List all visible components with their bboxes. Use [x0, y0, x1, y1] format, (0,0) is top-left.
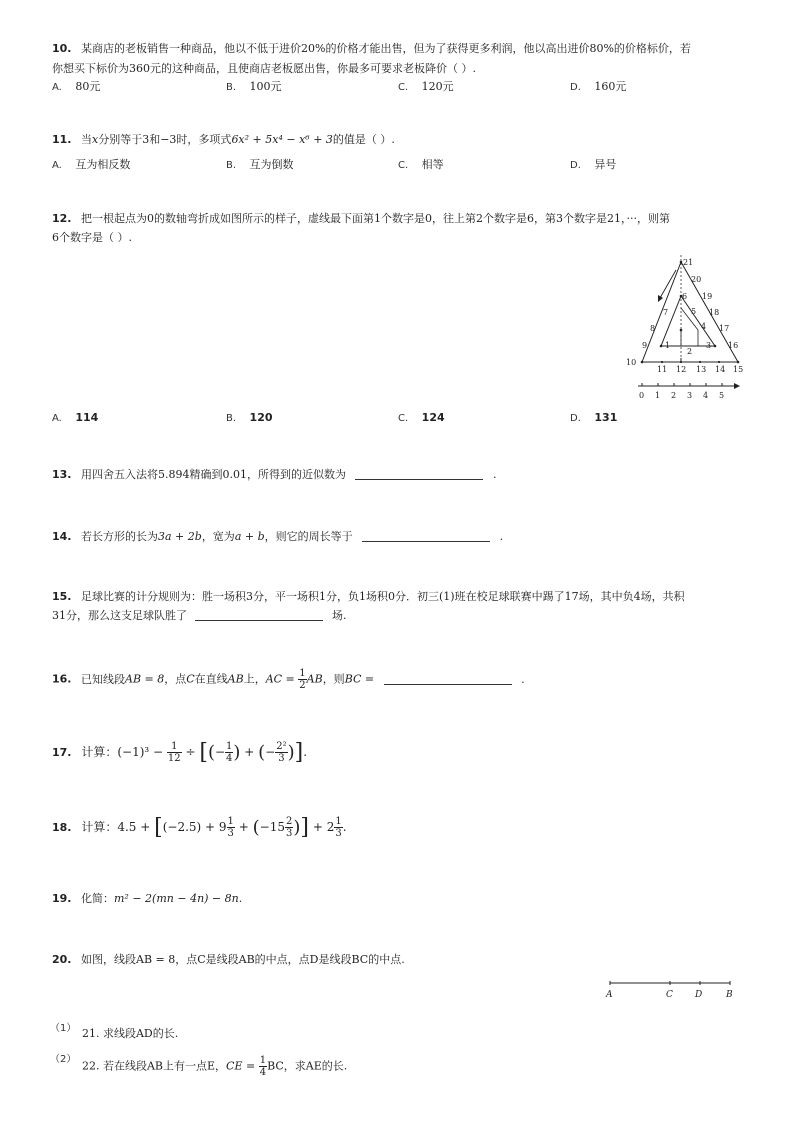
fig-label-11: 11: [657, 365, 668, 374]
fig-label-8: 8: [650, 324, 656, 333]
fig-label-12: 12: [676, 365, 687, 374]
q16-stem: 16. 已知线段AB = 8，点C在直线AB上，AC = $\frac{1}{2}$ AB，则BC = .: [52, 668, 525, 691]
q10-option-c[interactable]: C. 120元: [398, 80, 454, 93]
q12-option-d[interactable]: D. 131: [570, 411, 618, 424]
q18-stem: 18. 计算：4.5 + [(−2.5) + 9 $\frac{1}{3}$ + (−15 $\frac{2}{3}$ )] + 2 $\frac{1}{3}$ .: [52, 815, 347, 840]
fig-label-16: 16: [728, 341, 739, 350]
q16-fraction: $\frac{1}{2}$: [299, 668, 306, 691]
q17-stem: 17. 计算：(−1)³ − $\frac{1}{12}$ ÷ [(− $\frac{1}{4}$ ) + (− $\frac{\text{2²}}{3}$ )].: [52, 740, 308, 765]
q15-line1: 15. 足球比赛的计分规则为：胜一场积3分，平一场积1分，负1场积0分．初三(1)班在校足球联赛中踢了17场，其中负4场，共积: [52, 590, 685, 603]
q11-option-c[interactable]: C. 相等: [398, 158, 444, 171]
q10-text-1: 某商店的老板销售一种商品，他以不低于进价20%的价格才能出售，但为了获得更多利润，他以高出进价80%的价格标价，若: [81, 42, 691, 55]
q11-polynomial: 6x² + 5x⁴ − x⁶ + 3: [231, 133, 333, 146]
q14-stem: 14. 若长方形的长为3a + 2b，宽为a + b，则它的周长等于 .: [52, 530, 504, 543]
folded-number-line-figure: [620, 250, 750, 405]
q11-option-d[interactable]: D. 异号: [570, 158, 617, 171]
q20-stem: 20. 如图，线段AB = 8，点C是线段AB的中点，点D是线段BC的中点.: [52, 953, 405, 966]
fig-label-19: 19: [702, 292, 713, 301]
q15-answer-blank[interactable]: [195, 608, 323, 621]
point-d-label: D: [695, 990, 703, 1000]
fig-label-20: 20: [691, 275, 702, 284]
q11-stem: 11. 当x分别等于3和−3时，多项式6x² + 5x⁴ − x⁶ + 3的值是（ ）.: [52, 133, 395, 146]
fig-label-15: 15: [733, 365, 744, 374]
q12-option-b[interactable]: B. 120: [226, 411, 273, 424]
point-b-label: B: [726, 990, 733, 1000]
fig-label-1: 1: [665, 341, 671, 350]
q20-sub1: 21. 求线段AD的长.: [82, 1027, 179, 1040]
q13-stem: 13. 用四舍五入法将5.894精确到0.01，所得到的近似数为 .: [52, 468, 497, 481]
q10-option-d[interactable]: D. 160元: [570, 80, 627, 93]
fig-label-17: 17: [719, 324, 730, 333]
q13-answer-blank[interactable]: [355, 467, 483, 480]
q12-option-c[interactable]: C. 124: [398, 411, 445, 424]
segment-ab-figure: [600, 978, 740, 1002]
fig-label-18: 18: [709, 308, 720, 317]
q11-option-a[interactable]: A. 互为相反数: [52, 158, 131, 171]
fig-label-3: 3: [706, 341, 712, 350]
fig-label-6: 6: [682, 292, 688, 301]
fig-label-21: 21: [683, 258, 694, 267]
fig-label-4: 4: [701, 322, 707, 331]
q10-line2: 你想买下标价为360元的这种商品，且使商店老板愿出售，你最多可要求老板降价（ ）.: [52, 62, 476, 75]
q11-option-b[interactable]: B. 互为倒数: [226, 158, 294, 171]
fig-label-9: 9: [642, 341, 648, 350]
axis-tick-0: 0: [639, 391, 645, 400]
q12-line1: 12. 把一根起点为0的数轴弯折成如图所示的样子，虚线最下面第1个数字是0，往上第2个数字是6，第3个数字是21，···，则第: [52, 212, 670, 225]
fig-label-5: 5: [691, 307, 697, 316]
point-a-label: A: [606, 990, 613, 1000]
q12-line2: 6个数字是（ ）.: [52, 231, 132, 244]
axis-tick-2: 2: [671, 391, 677, 400]
axis-tick-5: 5: [719, 391, 725, 400]
q19-stem: 19. 化简：m² − 2(mn − 4n) − 8n.: [52, 892, 243, 905]
fig-label-10: 10: [626, 358, 637, 367]
q20-sub1-marker: （1）: [50, 1023, 77, 1034]
q10-line1: [52, 40, 691, 56]
fig-label-13: 13: [696, 365, 707, 374]
q16-answer-blank[interactable]: [384, 672, 512, 685]
q10-option-b[interactable]: B. 100元: [226, 80, 282, 93]
fig-label-2: 2: [687, 347, 693, 356]
q15-line2: 31分，那么这支足球队胜了 场.: [52, 609, 347, 622]
axis-tick-1: 1: [655, 391, 661, 400]
q20-sub2: 22. 若在线段AB上有一点E，CE = $\frac{1}{4}$ BC，求AE的长.: [82, 1055, 348, 1078]
q10-number: 10.: [52, 42, 72, 55]
q10-option-a[interactable]: A. 80元: [52, 80, 101, 93]
axis-tick-4: 4: [703, 391, 709, 400]
fig-label-7: 7: [663, 308, 669, 317]
q20-sub2-marker: （2）: [50, 1054, 77, 1065]
q12-option-a[interactable]: A. 114: [52, 411, 99, 424]
axis-tick-3: 3: [687, 391, 693, 400]
point-c-label: C: [666, 990, 673, 1000]
q12-number: 12.: [52, 212, 72, 225]
fig-label-14: 14: [715, 365, 726, 374]
q11-number: 11.: [52, 133, 72, 146]
q14-answer-blank[interactable]: [362, 529, 490, 542]
